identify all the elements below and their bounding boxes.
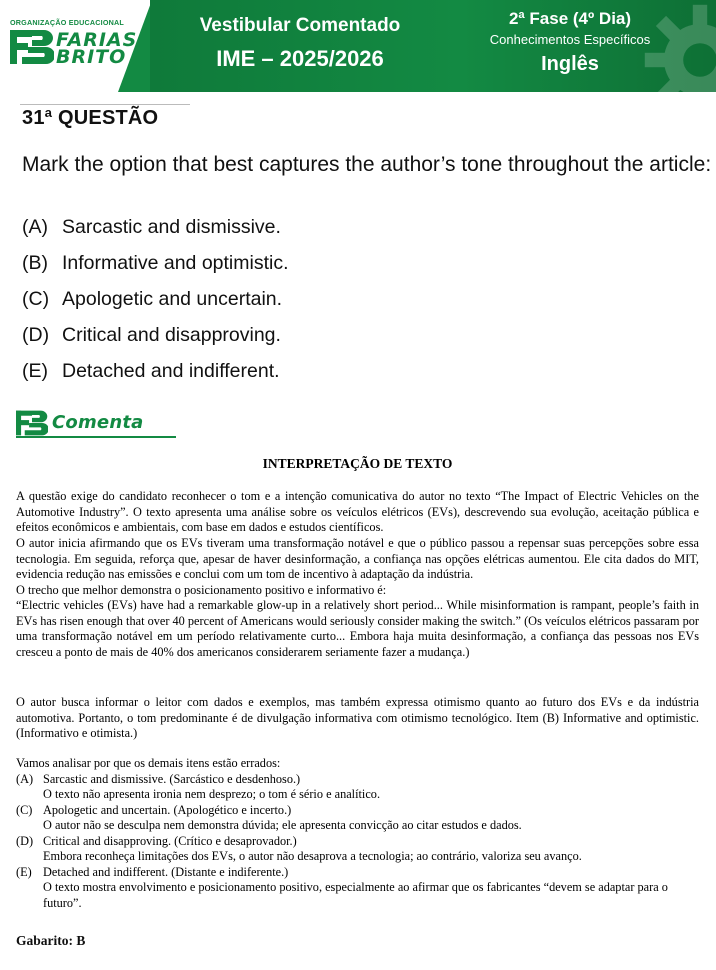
option-text: Detached and indifferent. — [62, 360, 280, 382]
wrong-option-explanation: O texto mostra envolvimento e posicionamento positivo, especialmente ao afirmar que os fabricantes “devem se adaptar para o futuro”. — [43, 880, 668, 910]
wrong-option-explanation: O autor não se desculpa nem demonstra dúvida; ele apresenta convicção ao citar estudos e dados. — [43, 818, 522, 832]
question-divider — [20, 104, 190, 105]
option-letter: (E) — [22, 360, 48, 382]
option-e — [22, 360, 289, 396]
commentary-title: INTERPRETAÇÃO DE TEXTO — [262, 456, 453, 471]
answer-options — [22, 216, 289, 396]
commentary-paragraph-1: A questão exige do candidato reconhecer o tom e a intenção comunicativa do autor no texto “The Impact of Electric Vehicles on the Automotive Industry”. O texto apresenta uma análise sobre os veículos elétricos (EVs), descrevendo sua evolução, aceitação pública e efeitos econômicos e ambientais, com base em dados e estudos científicos. — [16, 489, 699, 534]
wrong-option-head: Detached and indifferent. (Distante e indiferente.) — [43, 864, 289, 879]
wrong-options-list — [16, 772, 699, 912]
wrong-option-explanation: Embora reconheça limitações dos EVs, o autor não desaprova a tecnologia; ao contrário, valoriza seu avanço. — [43, 849, 582, 863]
option-d — [22, 324, 289, 360]
header-phase: 2ª Fase (4º Dia) — [508, 9, 632, 28]
option-text: Critical and disapproving. — [62, 324, 281, 346]
wrong-option-d — [16, 834, 699, 865]
header-section: Conhecimentos Específicos — [489, 32, 651, 47]
header-exam: IME – 2025/2026 — [216, 46, 384, 71]
header-info-block — [470, 8, 670, 77]
wrong-option-e — [16, 865, 699, 912]
commentary-conclusion: O autor busca informar o leitor com dados e exemplos, mas também expressa otimismo quanto ao futuro dos EVs e da indústria automotiva. Portanto, o tom predominante é de divulgação informativa com otimismo tecnológico. Item (B) Informative and optimistic. (Informativo e otimista.) — [16, 695, 699, 740]
option-b — [22, 252, 289, 288]
page-header — [0, 0, 716, 92]
option-c — [22, 288, 289, 324]
question-heading: 31ª QUESTÃO — [22, 107, 159, 129]
wrong-option-head: Sarcastic and dismissive. (Sarcástico e desdenhoso.) — [43, 771, 301, 786]
comenta-label — [16, 410, 176, 438]
logo-word-brito: BRITO — [56, 46, 127, 68]
wrong-options-section — [16, 756, 699, 911]
wrong-option-head: Apologetic and uncertain. (Apologético e incerto.) — [43, 802, 292, 817]
commentary-quote: “Electric vehicles (EVs) have had a remarkable glow-up in a relatively short period... While misinformation is rampant, people’s faith in EVs has risen enough that over 40 percent of Americans would seriously consider making the switch.” (Os veículos elétricos passaram por uma transformação notável em um período relativamente curto... Embora haja muita desinformação, a confiança das pessoas nos EVs cresceu a ponto de mais de 40% dos americanos considerarem seriamente fazer a mudança.) — [16, 598, 699, 659]
option-text: Informative and optimistic. — [62, 252, 289, 274]
option-letter: (A) — [22, 216, 48, 238]
logo-word-farias: FARIAS — [56, 29, 138, 51]
wrong-option-c — [16, 803, 699, 834]
question-prompt: Mark the option that best captures the author’s tone throughout the article: — [22, 153, 712, 176]
wrong-option-letter: (C) — [16, 802, 33, 817]
wrong-option-head: Critical and disapproving. (Crítico e desaprovador.) — [43, 833, 297, 848]
wrong-options-intro: Vamos analisar por que os demais itens estão errados: — [16, 756, 281, 770]
wrong-option-letter: (A) — [16, 771, 34, 786]
header-subject: Inglês — [541, 53, 599, 75]
comenta-word: Comenta — [52, 412, 144, 433]
answer-key: Gabarito: B — [16, 933, 86, 948]
option-text: Apologetic and uncertain. — [62, 288, 283, 310]
header-title: Vestibular Comentado — [199, 15, 401, 36]
wrong-option-explanation: O texto não apresenta ironia nem desprezo; o tom é sério e analítico. — [43, 787, 381, 801]
wrong-option-a — [16, 772, 699, 803]
commentary-paragraph-3: O trecho que melhor demonstra o posicionamento positivo e informativo é: — [16, 583, 387, 597]
comenta-underline — [16, 436, 176, 438]
option-letter: (C) — [22, 288, 50, 310]
option-a — [22, 216, 289, 252]
logo-org-line: ORGANIZAÇÃO EDUCACIONAL — [10, 18, 125, 27]
option-letter: (B) — [22, 252, 48, 274]
fb-logo-icon — [16, 410, 48, 436]
wrong-option-letter: (E) — [16, 864, 32, 879]
commentary-paragraph-2: O autor inicia afirmando que os EVs tiveram uma transformação notável e que o público passou a repensar suas percepções sobre essa tecnologia. Em seguida, reforça que, apesar de haver desinformação, a confiança nas opções elétricas aumentou. Ele cita dados do MIT, evidencia redução nas emissões e conclui com um tom de incentivo à adaptação da indústria. — [16, 536, 699, 581]
fb-logo-icon — [10, 30, 54, 64]
wrong-option-letter: (D) — [16, 833, 34, 848]
option-letter: (D) — [22, 324, 50, 346]
option-text: Sarcastic and dismissive. — [62, 216, 281, 238]
farias-brito-logo — [10, 18, 138, 78]
header-title-block — [190, 14, 410, 74]
